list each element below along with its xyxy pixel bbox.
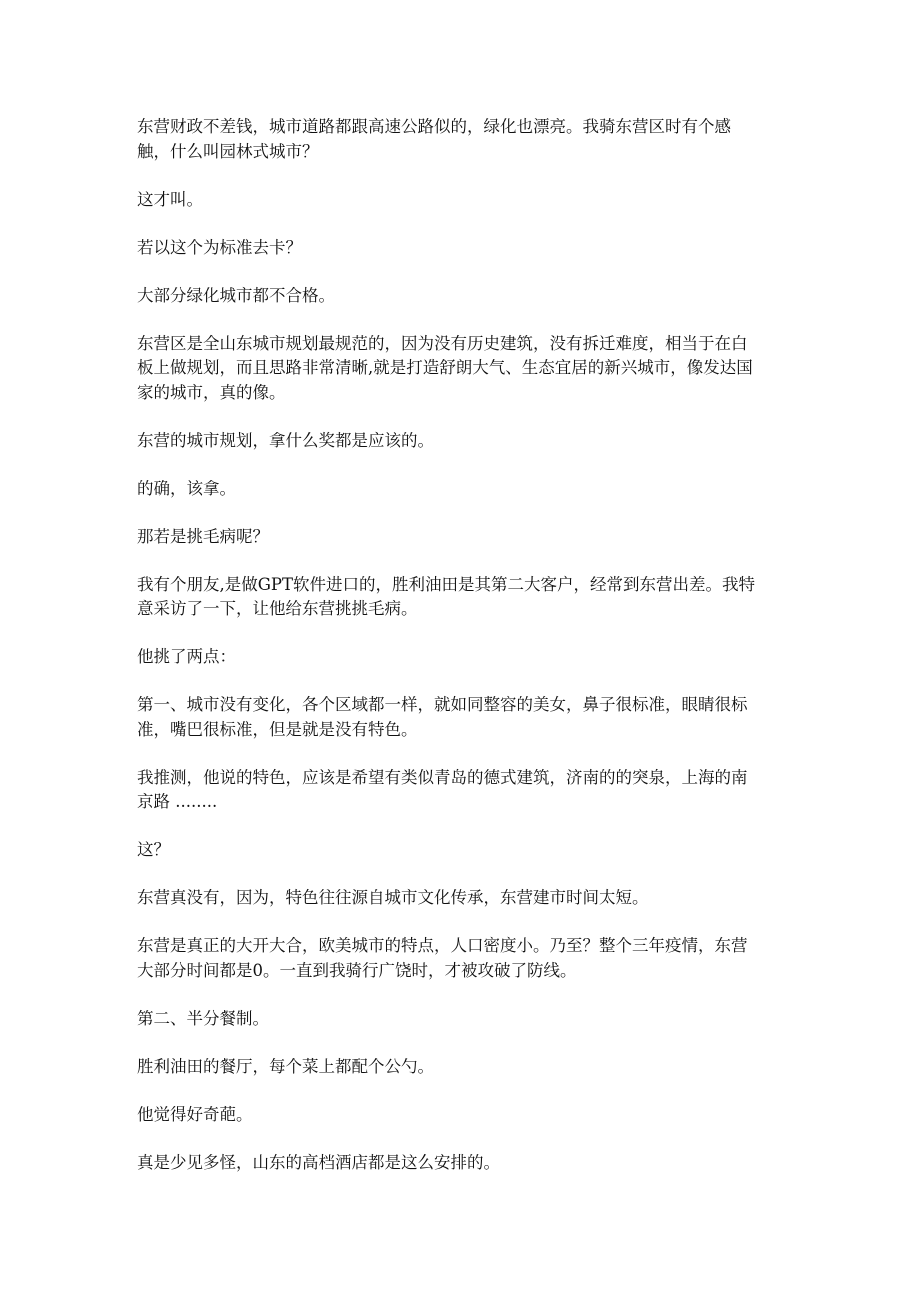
text-line: 东营区是全山东城市规划最规范的，因为没有历史建筑，没有拆迁难度，相当于在白	[137, 333, 748, 353]
text-line: 我推测，他说的特色，应该是希望有类似青岛的德式建筑，济南的的突泉，上海的南	[137, 767, 748, 787]
paragraph	[137, 573, 797, 622]
paragraph	[137, 886, 797, 911]
text-line: 这？	[137, 840, 170, 859]
paragraph	[137, 693, 797, 742]
text-line: 他挑了两点：	[137, 647, 236, 666]
paragraph	[137, 525, 797, 550]
text-line: 准，嘴巴很标准，但是就是没有特色。	[137, 719, 418, 739]
text-line: 大部分绿化城市都不合格。	[137, 285, 335, 305]
text-line: 的确，该拿。	[137, 478, 236, 498]
text-line: 东营财政不差钱，城市道路都跟高速公路似的，绿化也漂亮。我骑东营区时有个感	[137, 117, 731, 136]
text-line: 真是少见多怪，山东的高档酒店都是这么安排的。	[137, 1152, 500, 1172]
text-line: 东营的城市规划，拿什么奖都是应该的。	[137, 430, 434, 450]
paragraph	[137, 934, 797, 983]
paragraph	[137, 1055, 797, 1080]
text-line: 那若是挑毛病呢？	[137, 526, 269, 546]
text-line: 胜利油田的餐厅，每个菜上都配个公勺。	[137, 1056, 434, 1076]
text-line: 家的城市，真的像。	[137, 382, 286, 402]
paragraph	[137, 1103, 797, 1128]
text-line: 大部分时间都是0。一直到我骑行广饶时，才被攻破了防线。	[137, 960, 577, 980]
text-line: 若以这个为标准去卡？	[137, 237, 302, 257]
paragraph	[137, 188, 797, 213]
paragraph	[137, 1007, 797, 1032]
paragraph	[137, 1151, 797, 1176]
text-line: 意采访了一下，让他给东营挑挑毛病。	[137, 599, 418, 618]
text-line: 他觉得好奇葩。	[137, 1104, 253, 1124]
text-line: 触，什么叫园林式城市？	[137, 141, 319, 161]
text-line: 第二、半分餐制。	[137, 1008, 269, 1028]
text-line: 东营是真正的大开大合，欧美城市的特点，人口密度小。乃至？整个三年疫情，东营	[137, 936, 748, 955]
document-body	[137, 115, 797, 1199]
paragraph	[137, 838, 797, 863]
text-line: 这才叫。	[137, 189, 203, 209]
paragraph	[137, 284, 797, 309]
text-line: 板上做规划，而且思路非常清晰,就是打造舒朗大气、生态宜居的新兴城市，像发达国	[137, 358, 753, 377]
paragraph	[137, 332, 797, 406]
paragraph	[137, 115, 797, 164]
text-line: 第一、城市没有变化，各个区域都一样，就如同整容的美女，鼻子很标准，眼睛很标	[137, 695, 748, 714]
paragraph	[137, 429, 797, 454]
paragraph	[137, 477, 797, 502]
paragraph	[137, 645, 797, 670]
paragraph	[137, 766, 797, 815]
text-line: 东营真没有，因为，特色往往源自城市文化传承，东营建市时间太短。	[137, 888, 649, 907]
paragraph	[137, 236, 797, 261]
text-line: 我有个朋友,是做GPT软件进口的，胜利油田是其第二大客户，经常到东营出差。我特	[137, 574, 756, 594]
text-line: 京路 ........	[137, 792, 218, 811]
